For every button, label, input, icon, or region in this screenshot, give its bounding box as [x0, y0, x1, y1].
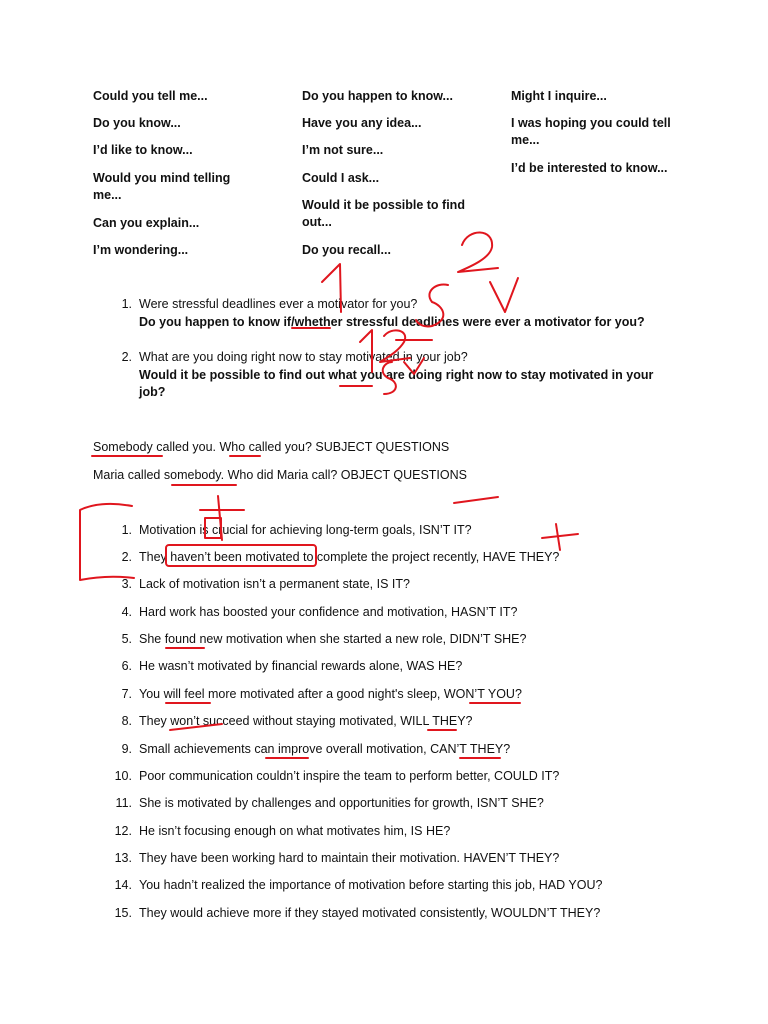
word-somebody: Somebody — [93, 440, 153, 454]
ink-mark — [454, 497, 498, 503]
word-somebody: somebody — [163, 468, 221, 482]
tag-question: They won’t succeed without staying motivated, WILL THEY? — [139, 714, 473, 728]
text: called you? SUBJECT QUESTIONS — [245, 440, 450, 454]
item-number: 1. — [121, 523, 132, 537]
item-number: 11. — [115, 796, 132, 810]
tag-question: He isn’t focusing enough on what motivates him, IS HE? — [139, 824, 451, 838]
text: Maria called — [93, 468, 164, 482]
text: called you. — [152, 440, 220, 454]
item-number: 2. — [121, 350, 132, 364]
phrase: Could I ask... — [302, 171, 380, 185]
phrase: I’d like to know... — [93, 143, 193, 157]
indirect-answer: Do you happen to know if/whether stressful deadlines were ever a motivator for you? — [139, 315, 645, 329]
tag-question: She is motivated by challenges and opportunities for growth, ISN’T SHE? — [139, 796, 544, 810]
item-number: 14. — [114, 878, 132, 892]
direct-question: What are you doing right now to stay motivated in your job? — [139, 350, 468, 364]
tag-question: You hadn’t realized the importance of motivation before starting this job, HAD YOU? — [139, 878, 603, 892]
phrase: I was hoping you could tell me... — [511, 116, 671, 147]
word-who: Who — [219, 440, 246, 454]
tag-question: Lack of motivation isn’t a permanent state, IS IT? — [139, 577, 410, 591]
tag-question: You will feel more motivated after a good night's sleep, WON’T YOU? — [139, 687, 522, 701]
phrase: Would it be possible to find out... — [302, 198, 465, 229]
tag-question: Small achievements can improve overall motivation, CAN’T THEY? — [139, 742, 511, 756]
phrase: I’m not sure... — [302, 143, 384, 157]
ink-mark — [80, 504, 134, 580]
phrase: Do you happen to know... — [302, 89, 453, 103]
tag-question: Poor communication couldn’t inspire the team to perform better, COULD IT? — [139, 769, 560, 783]
item-number: 4. — [121, 605, 132, 619]
phrase: I’m wondering... — [93, 243, 189, 257]
subject-question-line — [93, 439, 449, 456]
tag-question: She found new motivation when she started a new role, DIDN’T SHE? — [139, 632, 527, 646]
item-number: 15. — [114, 906, 132, 920]
item-number: 3. — [121, 577, 132, 591]
tag-question: He wasn’t motivated by financial rewards alone, WAS HE? — [139, 659, 463, 673]
phrase: Might I inquire... — [511, 89, 607, 103]
text: . Who did Maria call? OBJECT QUESTIONS — [220, 468, 467, 482]
tag-question: They would achieve more if they stayed motivated consistently, WOULDN’T THEY? — [139, 906, 601, 920]
phrase: Could you tell me... — [93, 89, 208, 103]
item-number: 1. — [121, 297, 132, 311]
phrase: Would you mind telling me... — [93, 171, 231, 202]
item-number: 8. — [121, 714, 132, 728]
item-number: 2. — [121, 550, 132, 564]
tag-question: They have been working hard to maintain their motivation. HAVEN’T THEY? — [139, 851, 560, 865]
phrase: Can you explain... — [93, 216, 200, 230]
item-number: 13. — [114, 851, 132, 865]
phrase: Have you any idea... — [302, 116, 422, 130]
indirect-answer: Would it be possible to find out what you are doing right now to stay motivated in your job? — [139, 368, 654, 399]
direct-question: Were stressful deadlines ever a motivator for you? — [139, 297, 418, 311]
tag-question: Motivation is crucial for achieving long-term goals, ISN’T IT? — [139, 523, 472, 537]
object-question-line — [93, 467, 467, 484]
item-number: 12. — [114, 824, 132, 838]
phrase: I’d be interested to know... — [511, 161, 668, 175]
phrase: Do you recall... — [302, 243, 391, 257]
item-number: 6. — [121, 659, 132, 673]
phrase: Do you know... — [93, 116, 181, 130]
item-number: 7. — [121, 687, 132, 701]
tag-question: They haven’t been motivated to complete the project recently, HAVE THEY? — [139, 550, 560, 564]
tag-question: Hard work has boosted your confidence and motivation, HASN’T IT? — [139, 605, 518, 619]
item-number: 10. — [114, 769, 132, 783]
item-number: 5. — [121, 632, 132, 646]
item-number: 9. — [121, 742, 132, 756]
